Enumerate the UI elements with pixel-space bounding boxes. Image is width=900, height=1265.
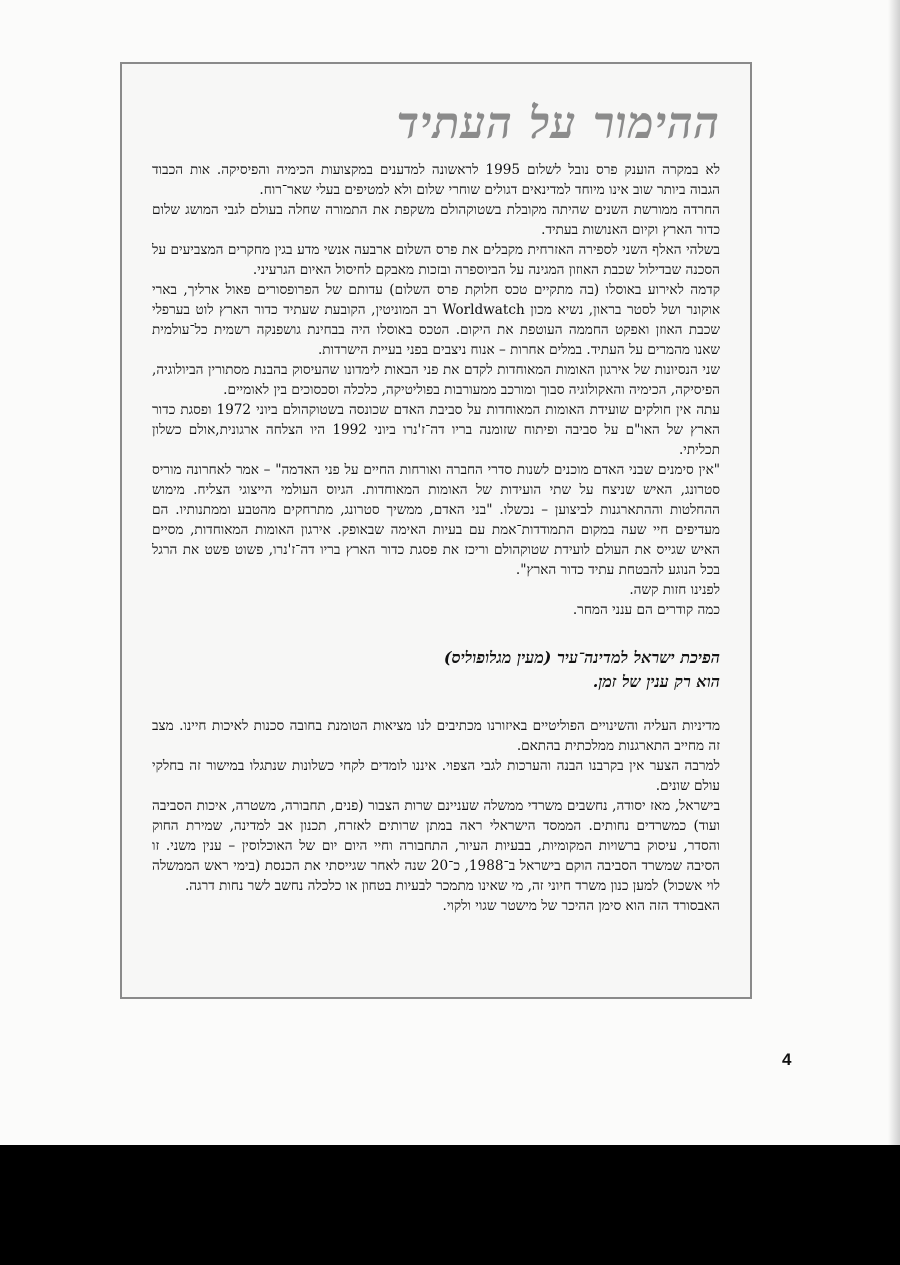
page-number: 4 — [782, 1050, 792, 1069]
paragraph: לא במקרה הוענק פרס נובל לשלום 1995 לראשונה למדענים במקצועות הכימיה והפיסיקה. אות הכבוד הגבוה ביותר שוב אינו מיוחד למדינאים דגולים שוחרי שלום ולא למטיפים בעלי שאר־רוח. — [152, 162, 720, 198]
paragraph: לפנינו חזות קשה. — [629, 582, 720, 598]
subheading-line: הוא רק ענין של זמן. — [592, 672, 720, 691]
paragraph: בישראל, מאז יסודה, נחשבים משרדי ממשלה שעניינם שרות הצבור (פנים, תחבורה, משטרה, איכות הסביבה ועוד) כמשרדים נחותים. הממסד הישראלי ראה במתן שרותים לאזרח, תכנון אב למדינה, שמירת החוק והסדר, עיסוק ברשויות המקומיות, בבעיות העיור, התחבורה וחיי היום יום של האוכלוסין – ענין משני. זו הסיבה שמשרד הסביבה הוקם בישראל ב־1988, כ־20 שנה לאחר שגייסתי את הכנסת (בימי ראש הממשלה לוי אשכול) למען כנון משרד חיוני זה, מי שאינו מתמכר לבעיות בטחון או כלכלה נחשב לשר נחות דרגה. — [152, 798, 720, 894]
subheading-line: הפיכת ישראל למדינה־עיר (מעין מגלופוליס) — [443, 648, 720, 667]
section-subheading — [152, 646, 720, 694]
paragraph: "אין סימנים שבני האדם מוכנים לשנות סדרי החברה ואורחות החיים על פני האדמה" – אמר לאחרונה מוריס סטרונג, האיש שניצח על שתי הועידות של האומות המאוחדות. הגיוס העולמי הייצוגי הצליח. מימוש ההחלטות וההתארגנות לביצוען – נכשלו. "בני האדם, ממשיך סטרונג, מתרחקים מהטבע וממתנותיו. הם מעדיפים חיי שעה במקום התמודדות־אמת עם בעיות האימה שבאופק. אירגון האומות המאוחדות, מסיים האיש שגייס את העולם לועידת שטוקהולם וריכז את פסגת כדור הארץ בריו דה־ז'נרו, פשוט פשט את הרגל בכל הנוגע להבטחת עתיד כדור הארץ". — [152, 462, 720, 578]
paragraph: כמה קודרים הם ענני המחר. — [572, 602, 720, 618]
paragraph: קדמה לאירוע באוסלו (בה מתקיים טכס חלוקת פרס השלום) עדותם של הפרופסורים פאול ארליך, בארי אוקונר ושל לסטר בראון, נשיא מכון Worldwatch רב המוניטין, הקובעת שעתיד כדור הארץ לוט בערפלי שכבת האוזן ואפקט החממה העוטפת את היקום. הטכס באוסלו היה בבחינת גושפנקה רשמית כל־עולמית שאנו מהמרים על העתיד. במלים אחרות – אנוח ניצבים בפני בעיית הישרדות. — [152, 282, 720, 358]
page-edge-shadow — [888, 0, 900, 1145]
paragraph: בשלהי האלף השני לספירה האזרחית מקבלים את פרס השלום ארבעה אנשי מדע בגין מחקרים המצביעים על הסכנה שבדילול שכבת האוזון המגינה על הביוספרה ובזכות מאבקם לחיסול האיום הגרעיני. — [152, 242, 720, 278]
paragraph: החרדה ממורשת השנים שהיתה מקובלת בשטוקהולם משקפת את התמורה שחלה בעולם לגבי המושג שלום כדור הארץ וקיום האנושות בעתיד. — [152, 202, 720, 238]
paragraph: האבסורד הזה הוא סימן ההיכר של מישטר שגוי ולקוי. — [442, 898, 720, 914]
paragraph: מדיניות העליה והשינויים הפוליטיים באיזורנו מכתיבים לנו מציאות הטומנת בחובה סכנות לאיכות חיינו. מצב זה מחייב התארגנות ממלכתית בהתאם. — [152, 718, 720, 754]
article-title: ההימור על העתיד — [396, 98, 720, 149]
article-frame — [120, 62, 752, 999]
paragraph: עתה אין חולקים שועידת האומות המאוחדות על סביבת האדם שכונסה בשטוקהולם ביוני 1972 ופסגת כדור הארץ של האו"ם על סביבה ופיתוח שזומנה בריו דה־ז'נרו ביוני 1992 היו הצלחה ארגונית,אולם כשלון תכליתי. — [152, 402, 720, 458]
article-content — [152, 98, 720, 987]
paragraph: למרבה הצער אין בקרבנו הבנה והערכות לגבי הצפוי. איננו לומדים לקחי כשלונות שנתגלו במישור זה בחלקי עולם שונים. — [152, 758, 720, 794]
paragraph: שני הנסיונות של אירגון האומות המאוחדות לקדם את פני הבאות לימדונו שהעיסוק בהבנת מסתורין הביולוגיה, הפיסיקה, הכימיה והאקולוגיה סבוך ומורכב ממעורבות בפוליטיקה, כלכלה וסכסוכים בין לאומיים. — [152, 362, 720, 398]
